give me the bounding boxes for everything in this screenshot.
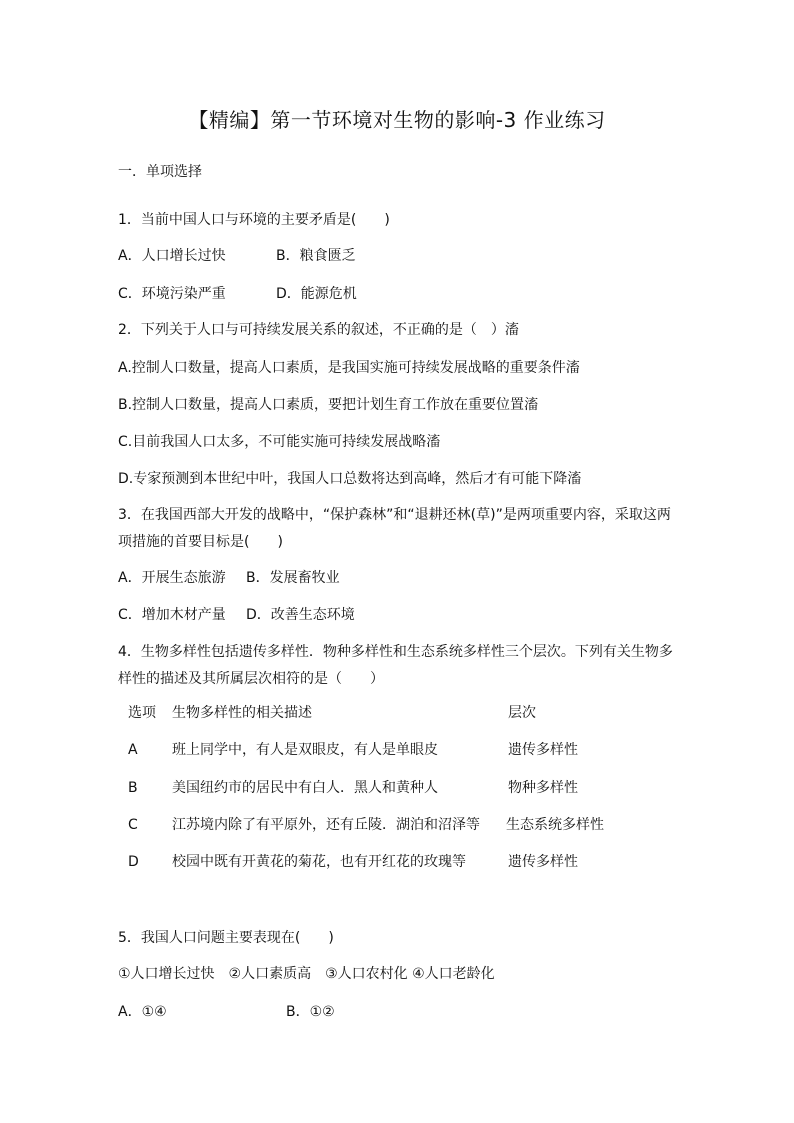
question-2-option-d xyxy=(118,469,581,489)
option-a: A．人口增长过快 xyxy=(118,248,226,264)
option-d: D.专家预测到本世纪中叶，我国人口总数将达到高峰，然后才有可能下降 xyxy=(118,471,568,487)
question-2-stem-text: 2．下列关于人口与可持续发展关系的叙述，不正确的是（ ） xyxy=(118,322,505,338)
table-cell: D xyxy=(128,854,139,870)
question-2-option-a xyxy=(118,358,580,378)
option-b: B．发展畜牧业 xyxy=(246,570,340,586)
end-mark: 滀 xyxy=(567,471,582,487)
question-3-options-row-1 xyxy=(118,568,340,588)
option-b: B．粮食匮乏 xyxy=(276,248,356,264)
option-c: C．增加木材产量 xyxy=(118,607,226,623)
table-cell: 校园中既有开黄花的菊花，也有开红花的玫瑰等 xyxy=(172,854,466,870)
question-3-options-row-2 xyxy=(118,605,355,625)
option-a: A．①④ xyxy=(118,1004,167,1020)
question-2-option-b xyxy=(118,395,538,415)
question-3-stem: 3．在我国西部大开发的战略中，“保护森林”和“退耕还林(草)”是两项重要内容，采取这两项措施的首要目标是( ) xyxy=(118,507,671,550)
table-cell: 美国纽约市的居民中有白人．黑人和黄种人 xyxy=(172,780,438,796)
question-2-option-c xyxy=(118,432,440,452)
option-c: C．环境污染严重 xyxy=(118,286,226,302)
question-5-items: ①人口增长过快 ②人口素质高 ③人口农村化 ④人口老龄化 xyxy=(118,966,495,982)
table-header: 生物多样性的相关描述 xyxy=(172,705,312,721)
question-1-options-row-2 xyxy=(118,284,357,304)
section-heading: 一．单项选择 xyxy=(118,164,202,180)
question-5-stem: 5．我国人口问题主要表现在( ) xyxy=(118,930,334,946)
table-cell: 遗传多样性 xyxy=(508,854,578,870)
end-mark: 滀 xyxy=(565,360,580,376)
question-5-options-row-1 xyxy=(118,1002,335,1022)
option-c: C.目前我国人口太多，不可能实施可持续发展战略 xyxy=(118,434,427,450)
end-mark: 滀 xyxy=(426,434,441,450)
table-cell: A xyxy=(128,742,138,758)
end-mark: 滀 xyxy=(524,397,539,413)
end-mark: 滀 xyxy=(504,322,519,338)
table-cell: B xyxy=(128,780,138,796)
table-cell: 物种多样性 xyxy=(508,780,578,796)
option-a: A．开展生态旅游 xyxy=(118,570,226,586)
table-header: 选项 xyxy=(128,705,156,721)
option-d: D．改善生态环境 xyxy=(246,607,355,623)
option-b: B.控制人口数量，提高人口素质，要把计划生育工作放在重要位置 xyxy=(118,397,525,413)
table-cell: 江苏境内除了有平原外，还有丘陵．湖泊和沼泽等 xyxy=(172,817,480,833)
option-d: D．能源危机 xyxy=(276,286,357,302)
question-1-stem: 1．当前中国人口与环境的主要矛盾是( ) xyxy=(118,212,390,228)
question-1-options-row-1 xyxy=(118,246,356,266)
table-cell: 生态系统多样性 xyxy=(506,817,604,833)
option-b: B．①② xyxy=(286,1004,335,1020)
option-a: A.控制人口数量，提高人口素质，是我国实施可持续发展战略的重要条件 xyxy=(118,360,566,376)
table-header: 层次 xyxy=(508,705,536,721)
document-title: 【精编】第一节环境对生物的影响-3 作业练习 xyxy=(188,108,606,132)
question-2-stem xyxy=(118,320,519,340)
table-cell: 班上同学中，有人是双眼皮，有人是单眼皮 xyxy=(172,742,438,758)
table-cell: C xyxy=(128,817,138,833)
question-4-stem: 4．生物多样性包括遗传多样性．物种多样性和生态系统多样性三个层次。下列有关生物多样性的描述及其所属层次相符的是（ ） xyxy=(118,644,673,687)
table-cell: 遗传多样性 xyxy=(508,742,578,758)
